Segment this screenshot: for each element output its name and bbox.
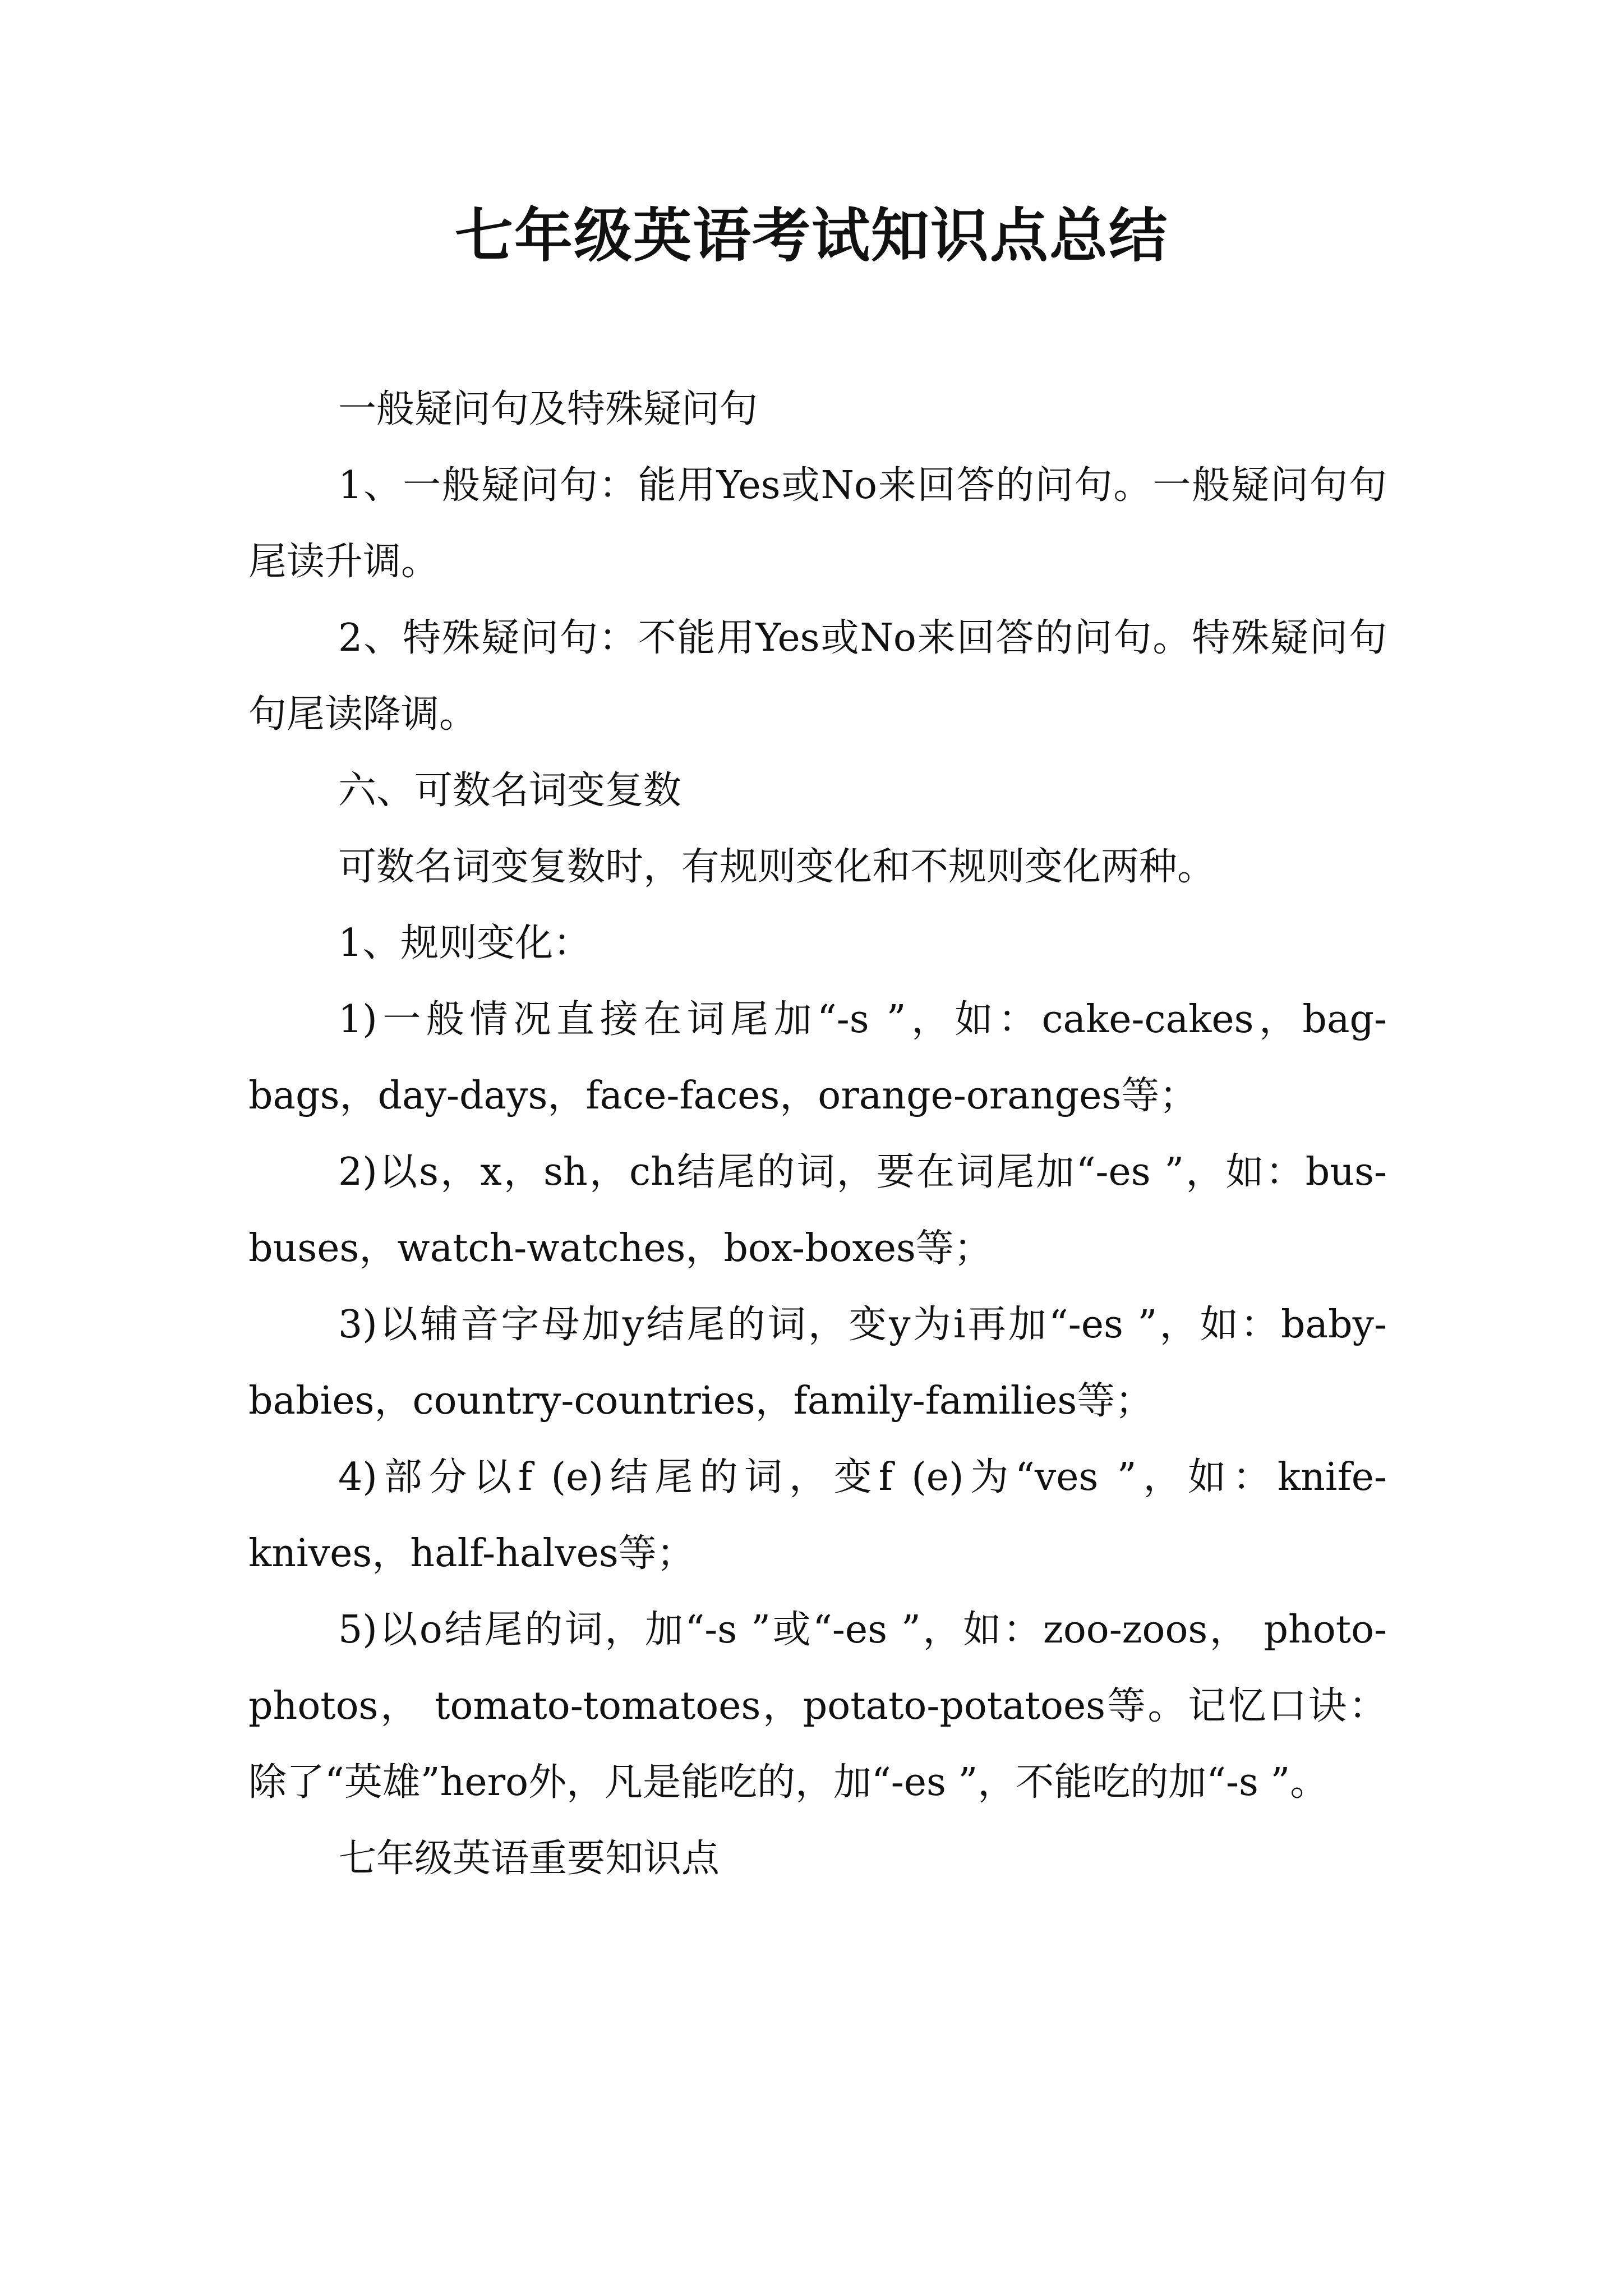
rule-item: 5)以o结尾的词，加“-s ”或“-es ”，如：zoo-zoos， photo-photos， tomato-tomatoes，potato-potatoes等。记忆口诀：除了“英雄”hero外，凡是能吃的，加“-es ”，不能吃的加“-s ”。 — [248, 1608, 1387, 1805]
paragraph: 1、一般疑问句：能用Yes或No来回答的问句。一般疑问句句尾读升调。 — [248, 463, 1387, 584]
section-heading: 七年级英语重要知识点 — [338, 1837, 720, 1881]
sub-heading: 1、规则变化： — [338, 921, 592, 965]
rule-item: 2)以s，x，sh，ch结尾的词，要在词尾加“-es ”，如：bus-buses，watch-watches，box-boxes等； — [248, 1150, 1387, 1271]
document-title: 七年级英语考试知识点总结 — [454, 201, 1168, 270]
paragraph: 可数名词变复数时，有规则变化和不规则变化两种。 — [338, 845, 1216, 889]
rule-item: 1)一般情况直接在词尾加“-s ”，如：cake-cakes，bag-bags，day-days，face-faces，orange-oranges等； — [248, 997, 1387, 1118]
section-heading: 六、可数名词变复数 — [338, 769, 682, 813]
document-body — [248, 371, 1387, 1897]
paragraph: 2、特殊疑问句：不能用Yes或No来回答的问句。特殊疑问句句尾读降调。 — [248, 616, 1387, 737]
section-heading: 一般疑问句及特殊疑问句 — [338, 387, 758, 431]
rule-item: 4)部分以f (e)结尾的词，变f (e)为“ves ”，如：knife-knives，half-halves等； — [248, 1455, 1387, 1576]
rule-item: 3)以辅音字母加y结尾的词，变y为i再加“-es ”，如：baby-babies，country-countries，family-families等； — [248, 1303, 1387, 1423]
